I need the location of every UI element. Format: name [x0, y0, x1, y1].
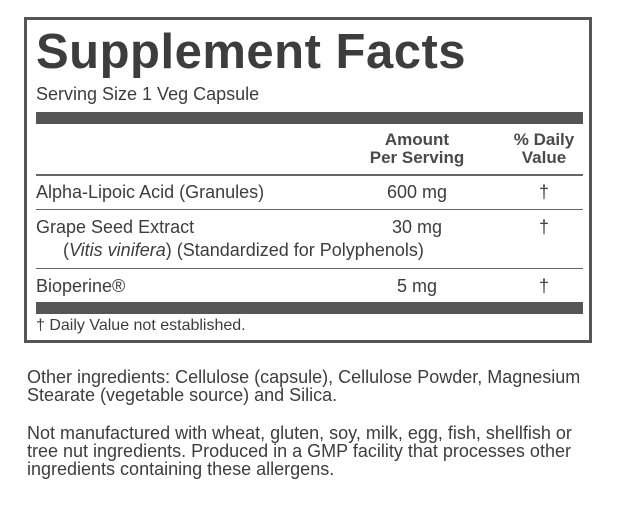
row-amount-bioperine: 5 mg [396, 276, 438, 296]
allergen-statement: Not manufactured with wheat, gluten, soy, milk, egg, fish, shellfish or tree nut ingredients. Produced in a GMP facility that processes other ingredients containing these allergens. [27, 423, 572, 479]
header-divider [36, 174, 583, 176]
row-divider [36, 209, 583, 210]
bottom-divider-bar [36, 302, 583, 314]
row-amount-alpha-lipoic-acid: 600 mg [386, 182, 448, 202]
subtext-open-paren: ( [63, 240, 69, 260]
amount-header [357, 131, 477, 167]
panel-title: Supplement Facts [36, 25, 467, 79]
subtext-standardization: ) (Standardized for Polyphenols) [165, 240, 424, 260]
daily-value-footnote: † Daily Value not established. [36, 317, 246, 334]
daily-value-header-line2: Value [521, 148, 567, 167]
daily-value-header-line1: % Daily [513, 130, 575, 149]
botanical-name: Vitis vinifera [69, 240, 166, 260]
row-dv-grape-seed-extract: † [538, 217, 549, 237]
supplement-facts-panel [24, 17, 592, 343]
row-subtext-grape-seed-extract [63, 240, 424, 260]
row-name-grape-seed-extract: Grape Seed Extract [36, 217, 195, 237]
daily-value-header [501, 131, 587, 167]
row-name-alpha-lipoic-acid: Alpha-Lipoic Acid (Granules) [36, 182, 265, 202]
row-dv-bioperine: † [538, 276, 549, 296]
row-divider [36, 268, 583, 269]
top-divider-bar [36, 112, 583, 124]
row-name-bioperine: Bioperine® [36, 276, 126, 296]
serving-size: Serving Size 1 Veg Capsule [36, 84, 260, 104]
amount-header-line2: Per Serving [369, 148, 465, 167]
row-dv-alpha-lipoic-acid: † [538, 182, 549, 202]
amount-header-line1: Amount [384, 130, 450, 149]
row-amount-grape-seed-extract: 30 mg [391, 217, 443, 237]
other-ingredients: Other ingredients: Cellulose (capsule), Cellulose Powder, Magnesium Stearate (vegetable source) and Silica. [27, 367, 581, 405]
